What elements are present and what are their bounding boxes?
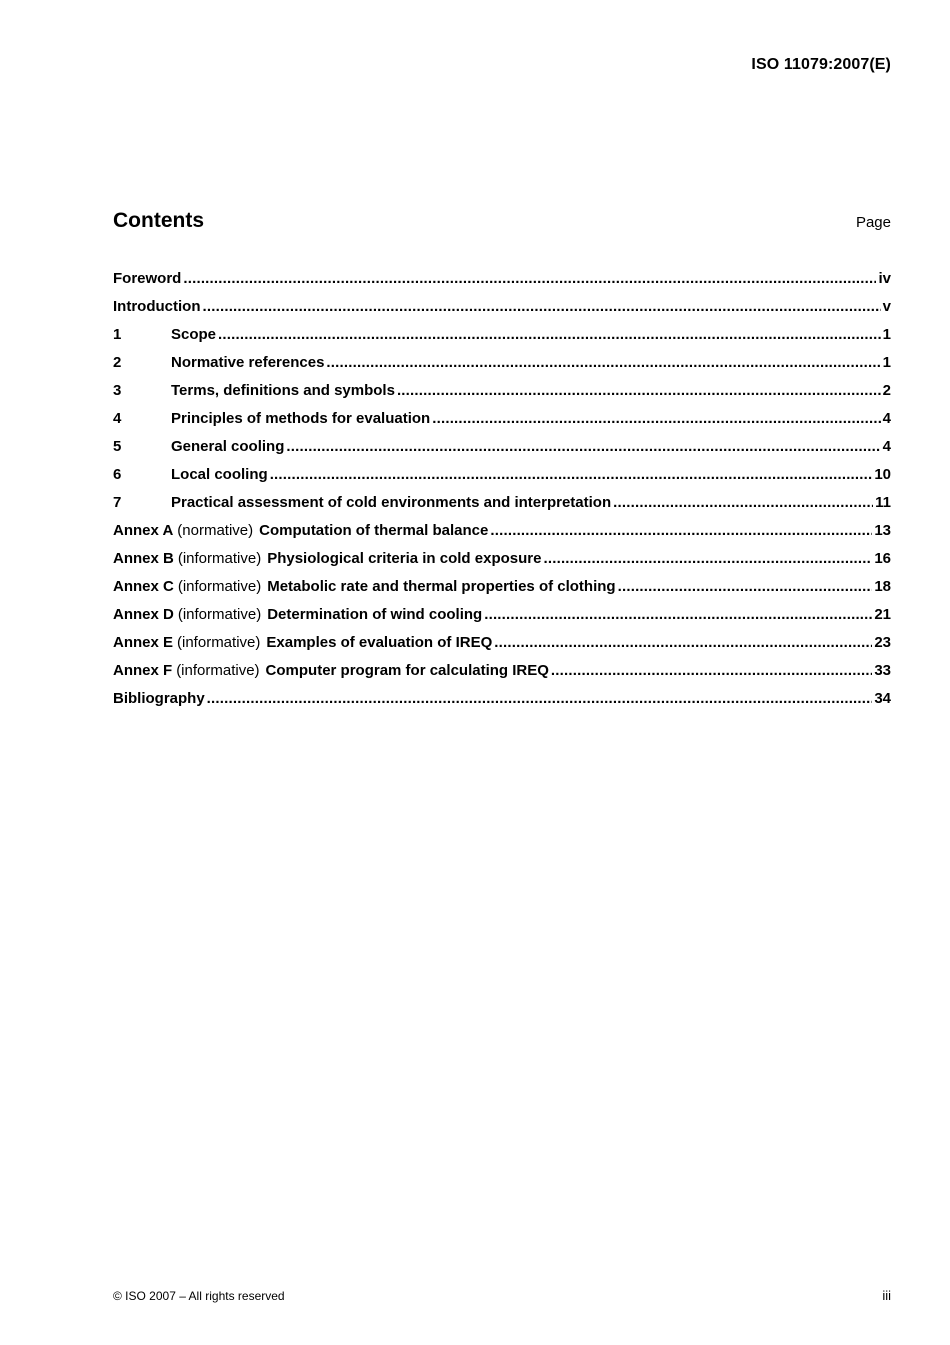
- toc-entry-page: 10: [874, 466, 891, 483]
- toc-dot-leader: [397, 379, 881, 403]
- toc-dot-leader: [551, 659, 872, 683]
- toc-entry-number: 3: [113, 382, 122, 399]
- toc-annex-label: Annex B: [113, 550, 174, 567]
- toc-entry[interactable]: [113, 519, 891, 547]
- toc-entry-title: Terms, definitions and symbols: [171, 382, 395, 399]
- toc-entry-page: 23: [874, 634, 891, 651]
- table-of-contents: [113, 267, 891, 715]
- toc-entry[interactable]: [113, 379, 891, 407]
- toc-entry-page: 33: [874, 662, 891, 679]
- toc-dot-leader: [618, 575, 873, 599]
- toc-entry[interactable]: [113, 687, 891, 715]
- toc-annex-type: (informative): [176, 662, 260, 679]
- toc-entry-page: 4: [882, 410, 891, 427]
- toc-annex-label: Annex D: [113, 606, 174, 623]
- toc-entry-page: 4: [882, 438, 891, 455]
- toc-dot-leader: [183, 267, 876, 291]
- toc-annex-label: Annex A: [113, 522, 174, 539]
- toc-entry-title: Foreword: [113, 270, 182, 287]
- toc-entry-page: 2: [882, 382, 891, 399]
- toc-entry[interactable]: [113, 547, 891, 575]
- toc-entry-title: Practical assessment of cold environments and interpretation: [171, 494, 612, 511]
- toc-entry-page: 16: [874, 550, 891, 567]
- toc-entry-title: General cooling: [171, 438, 285, 455]
- toc-annex-label: Annex F: [113, 662, 173, 679]
- page-number: iii: [882, 1288, 891, 1303]
- toc-annex-label: Annex E: [113, 634, 174, 651]
- toc-entry-title: Computation of thermal balance: [259, 522, 489, 539]
- toc-entry-page: 1: [882, 354, 891, 371]
- toc-dot-leader: [207, 687, 873, 711]
- toc-entry-number: 5: [113, 438, 122, 455]
- toc-annex-type: (informative): [177, 634, 261, 651]
- toc-entry-page: v: [882, 298, 891, 315]
- toc-dot-leader: [286, 435, 880, 459]
- toc-entry[interactable]: [113, 323, 891, 351]
- page-column-label: Page: [855, 214, 891, 231]
- document-id: ISO 11079:2007(E): [751, 56, 891, 73]
- toc-entry-title: Examples of evaluation of IREQ: [266, 634, 493, 651]
- toc-entry-title: Introduction: [113, 298, 201, 315]
- toc-dot-leader: [494, 631, 872, 655]
- toc-annex-type: (informative): [177, 606, 262, 623]
- toc-entry-title: Determination of wind cooling: [267, 606, 483, 623]
- toc-entry[interactable]: [113, 435, 891, 463]
- toc-entry-page: 13: [874, 522, 891, 539]
- toc-dot-leader: [202, 295, 880, 319]
- toc-entry[interactable]: [113, 267, 891, 295]
- toc-entry-page: 34: [874, 690, 891, 707]
- toc-entry-page: 21: [874, 606, 891, 623]
- contents-header: [113, 209, 891, 233]
- toc-entry[interactable]: [113, 575, 891, 603]
- toc-annex-type: (normative): [177, 522, 254, 539]
- toc-entry-title: Metabolic rate and thermal properties of clothing: [267, 578, 616, 595]
- toc-entry-number: 1: [113, 326, 122, 343]
- copyright-notice: © ISO 2007 – All rights reserved: [113, 1289, 285, 1303]
- toc-entry-page: 1: [882, 326, 891, 343]
- toc-dot-leader: [490, 519, 872, 543]
- toc-dot-leader: [432, 407, 880, 431]
- toc-entry[interactable]: [113, 631, 891, 659]
- toc-entry-page: iv: [878, 270, 891, 287]
- toc-dot-leader: [613, 491, 873, 515]
- toc-dot-leader: [326, 351, 880, 375]
- toc-entry-number: 2: [113, 354, 122, 371]
- toc-annex-type: (informative): [177, 578, 262, 595]
- toc-entry-page: 18: [874, 578, 891, 595]
- toc-entry-title: Normative references: [171, 354, 325, 371]
- toc-entry-page: 11: [875, 494, 891, 511]
- toc-entry[interactable]: [113, 603, 891, 631]
- toc-dot-leader: [484, 603, 872, 627]
- toc-annex-type: (informative): [177, 550, 262, 567]
- page-footer: [113, 1288, 891, 1303]
- toc-entry[interactable]: [113, 659, 891, 687]
- toc-entry-title: Scope: [171, 326, 217, 343]
- toc-entry-title: Physiological criteria in cold exposure: [267, 550, 542, 567]
- toc-entry-title: Bibliography: [113, 690, 205, 707]
- toc-entry[interactable]: [113, 407, 891, 435]
- toc-annex-label: Annex C: [113, 578, 174, 595]
- toc-entry-title: Principles of methods for evaluation: [171, 410, 431, 427]
- toc-dot-leader: [218, 323, 881, 347]
- toc-entry[interactable]: [113, 491, 891, 519]
- toc-entry-number: 4: [113, 410, 122, 427]
- contents-title: Contents: [113, 209, 204, 232]
- toc-entry[interactable]: [113, 295, 891, 323]
- toc-dot-leader: [270, 463, 873, 487]
- toc-entry-number: 7: [113, 494, 122, 511]
- toc-dot-leader: [543, 547, 872, 571]
- toc-entry[interactable]: [113, 463, 891, 491]
- toc-entry-number: 6: [113, 466, 122, 483]
- toc-entry[interactable]: [113, 351, 891, 379]
- toc-entry-title: Computer program for calculating IREQ: [265, 662, 549, 679]
- toc-entry-title: Local cooling: [171, 466, 268, 483]
